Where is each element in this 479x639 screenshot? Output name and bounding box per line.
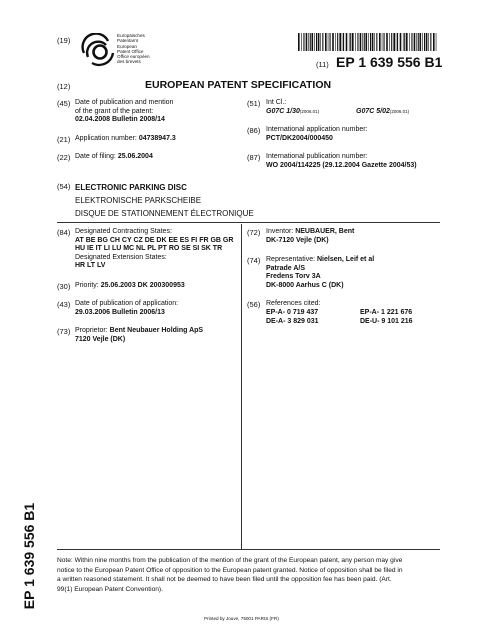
- inid-12: (12): [57, 82, 71, 91]
- inid-86: (86): [247, 126, 261, 135]
- publication-number: EP 1 639 556 B1: [336, 54, 443, 70]
- f73-label: Proprietor:: [75, 327, 108, 334]
- office-name-line: European: [117, 43, 137, 49]
- inid-11: (11): [316, 60, 329, 69]
- note-line: Note: Within nine months from the publication of the mention of the grant of the European patent, any person may give: [57, 557, 403, 564]
- inid-87: (87): [247, 153, 261, 162]
- f74-label: Representative:: [266, 256, 316, 263]
- barcode: [298, 33, 438, 51]
- printer-footer: Printed by Jouve, 75001 PARIS (FR): [204, 616, 279, 621]
- inid-21: (21): [57, 135, 71, 144]
- field-73: [75, 327, 203, 344]
- note-line: a written reasoned statement. It shall not be deemed to have been filed until the opposition fee has been paid. (Art.: [57, 576, 392, 584]
- inid-73: (73): [57, 327, 71, 336]
- inid-51: (51): [247, 99, 261, 108]
- reference: DE-A- 3 829 031: [266, 317, 319, 325]
- f74-value: Nielsen, Leif et al: [316, 256, 375, 263]
- designated-states: HU IE IT LI LU MC NL PL PT RO SE SI SK TR: [75, 245, 223, 253]
- field-56: [266, 300, 446, 327]
- title-fr: DISQUE DE STATIONNEMENT ÉLECTRONIQUE: [75, 209, 254, 218]
- divider: [57, 222, 440, 223]
- note-line: notice to the European Patent Office of opposition to the European patent granted. Notice of opposition shall be filed in: [57, 566, 403, 574]
- inid-74: (74): [247, 256, 261, 265]
- inid-43: (43): [57, 300, 71, 309]
- inid-54: (54): [57, 182, 71, 191]
- reference: EP-A- 0 719 437: [266, 308, 319, 316]
- f73-value: Bent Neubauer Holding ApS: [109, 327, 204, 334]
- office-name-line: Europäisches: [117, 33, 145, 38]
- office-name-line: Patent Office: [117, 48, 144, 54]
- invention-title: [75, 181, 254, 220]
- extension-states: HR LT LV: [75, 262, 106, 270]
- note-line: 99(1) European Patent Convention).: [57, 585, 163, 593]
- reference: DE-U- 9 101 216: [360, 317, 413, 325]
- field-86: [266, 126, 368, 143]
- f84-label: Designated Contracting States:: [75, 228, 172, 235]
- f30-label: Priority:: [75, 282, 99, 289]
- f74-value: DK-8000 Aarhus C (DK): [266, 281, 344, 289]
- field-30: [75, 282, 185, 291]
- f74-value: Patrade A/S: [266, 264, 306, 272]
- f72-value: DK-7120 Vejle (DK): [266, 236, 329, 244]
- f72-label: Inventor:: [266, 228, 294, 235]
- f21-value: 04738947.3: [138, 135, 176, 142]
- f45-value: 02.04.2008 Bulletin 2008/14: [75, 116, 165, 124]
- f22-label: Date of filing:: [75, 153, 116, 160]
- f43-label: Date of publication of application:: [75, 300, 179, 307]
- title-en: ELECTRONIC PARKING DISC: [75, 183, 187, 192]
- f87-value: WO 2004/114225 (29.12.2004 Gazette 2004/53): [266, 161, 417, 169]
- f73-value: 7120 Vejle (DK): [75, 335, 126, 343]
- column-divider: [241, 224, 242, 549]
- f30-value: 25.06.2003 DK 200300953: [100, 282, 185, 289]
- field-22: [75, 153, 153, 162]
- field-21: [75, 135, 176, 144]
- inid-72: (72): [247, 228, 261, 237]
- f45-label: of the grant of the patent:: [75, 107, 154, 115]
- f86-value: PCT/DK2004/000450: [266, 134, 333, 142]
- opposition-note: [57, 556, 447, 594]
- field-74: [266, 256, 374, 290]
- epo-logo-icon: [80, 33, 116, 67]
- inid-19: (19): [57, 36, 71, 45]
- inid-56: (56): [247, 300, 261, 309]
- f45-label: Date of publication and mention: [75, 99, 174, 106]
- field-87: [266, 153, 417, 170]
- f43-value: 29.03.2006 Bulletin 2006/13: [75, 308, 165, 316]
- f74-value: Fredens Torv 3A: [266, 273, 321, 281]
- field-45: [75, 99, 173, 125]
- ipc-class: G07C $5/02^{(2006.01)}$: [356, 107, 410, 115]
- inid-84: (84): [57, 228, 71, 237]
- field-84: [75, 228, 233, 271]
- office-name-line: des brevets: [117, 59, 141, 65]
- f21-label: Application number:: [75, 135, 137, 142]
- ipc-class: G07C $1/30^{(2006.01)}$: [266, 107, 320, 115]
- f87-label: International publication number:: [266, 153, 368, 160]
- designated-states: AT BE BG CH CY CZ DE DK EE ES FI FR GB GR: [75, 236, 234, 244]
- inid-30: (30): [57, 282, 71, 291]
- f86-label: International application number:: [266, 126, 368, 133]
- field-72: [266, 228, 354, 245]
- office-name-line: Office européen: [117, 54, 150, 60]
- divider: [57, 549, 440, 550]
- f72-value: NEUBAUER, Bent: [295, 228, 355, 235]
- title-de: ELEKTRONISCHE PARKSCHEIBE: [75, 196, 202, 205]
- f51-label: Int Cl.:: [266, 99, 287, 106]
- document-title: EUROPEAN PATENT SPECIFICATION: [145, 79, 332, 91]
- f84-ext-label: Designated Extension States:: [75, 253, 167, 261]
- office-name-line: Patentamt: [117, 38, 138, 44]
- field-51: [266, 99, 446, 117]
- reference: EP-A- 1 221 676: [360, 308, 413, 316]
- f56-label: References cited:: [266, 300, 321, 307]
- office-name-block: [117, 33, 150, 65]
- side-publication-number: EP 1 639 556 B1: [21, 502, 37, 610]
- inid-45: (45): [57, 99, 71, 108]
- field-43: [75, 300, 178, 317]
- f22-value: 25.06.2004: [117, 153, 153, 160]
- inid-22: (22): [57, 153, 71, 162]
